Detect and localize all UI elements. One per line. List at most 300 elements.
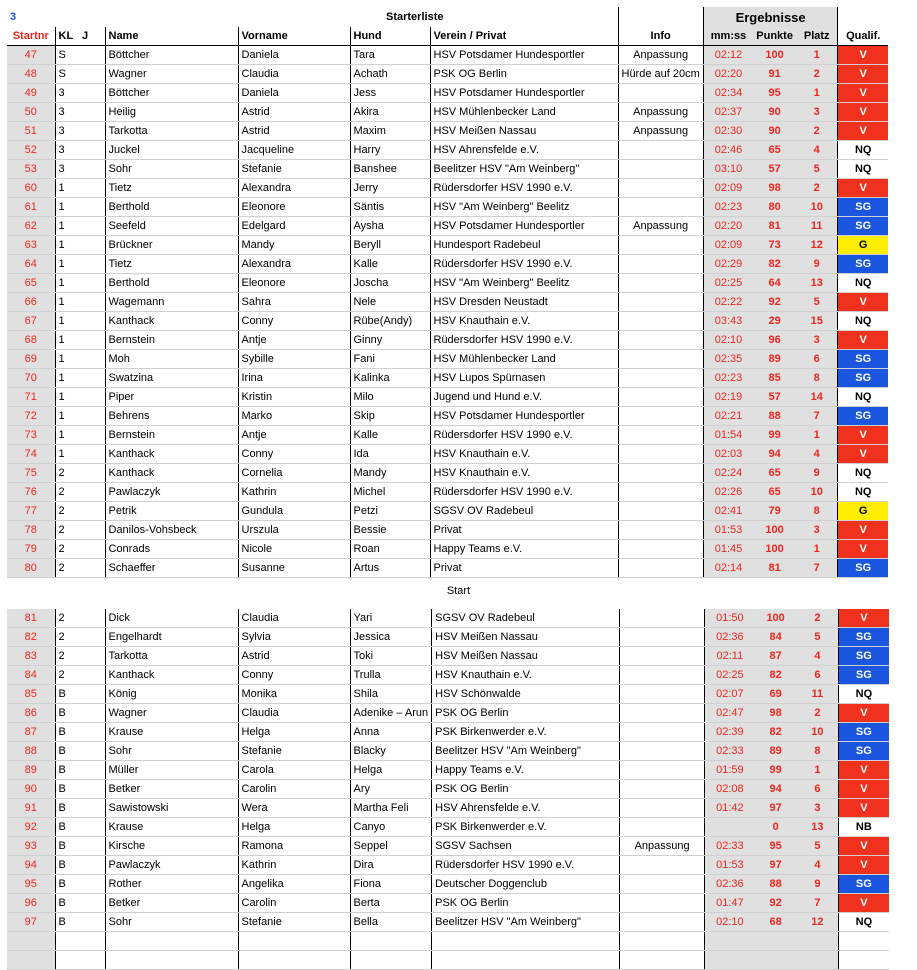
time-cell: 02:30 (703, 122, 753, 141)
punkte-cell: 81 (753, 559, 796, 578)
table-row (7, 742, 889, 761)
platz-cell: 7 (797, 894, 839, 913)
j-cell (79, 913, 105, 932)
punkte-cell: 64 (753, 274, 796, 293)
corner-label: 3 (10, 10, 17, 23)
hund-cell: Berta (350, 894, 432, 913)
info-cell (618, 160, 703, 179)
qualif-badge: SG (839, 628, 889, 647)
time-cell: 02:47 (705, 704, 755, 723)
name-cell: König (105, 685, 238, 704)
table-row (7, 856, 889, 875)
platz-cell: 2 (797, 704, 839, 723)
name-cell: Sawistowski (105, 799, 238, 818)
vorname-cell: Eleonore (238, 274, 350, 293)
punkte-cell: 92 (753, 293, 796, 312)
info-cell (618, 388, 703, 407)
hund-cell: Säntis (350, 198, 430, 217)
verein-cell: Rüdersdorfer HSV 1990 e.V. (430, 426, 618, 445)
table-row (7, 464, 888, 483)
hund-cell: Kalle (350, 426, 430, 445)
j-cell (79, 875, 105, 894)
vorname-cell: Stefanie (238, 742, 350, 761)
klasse-cell: B (55, 818, 79, 837)
qualif-badge: NQ (838, 312, 888, 331)
startnr-cell: 60 (7, 179, 55, 198)
time-cell: 02:09 (703, 236, 753, 255)
name-cell: Pawlaczyk (105, 856, 238, 875)
startnr-cell: 47 (7, 46, 55, 65)
table-row (7, 799, 889, 818)
punkte-cell: 68 (755, 913, 797, 932)
hund-cell: Seppel (350, 837, 432, 856)
table-row (7, 818, 889, 837)
hund-cell: Akira (350, 103, 430, 122)
klasse-cell: 2 (55, 666, 79, 685)
vorname-cell: Edelgard (238, 217, 350, 236)
time-cell: 02:33 (705, 742, 755, 761)
j-cell (79, 464, 105, 483)
platz-cell: 13 (796, 274, 838, 293)
info-cell (618, 521, 703, 540)
time-cell (705, 818, 755, 837)
j-cell (79, 894, 105, 913)
klasse-cell: B (55, 780, 79, 799)
startnr-cell: 50 (7, 103, 55, 122)
platz-cell: 12 (797, 913, 839, 932)
verein-cell: HSV Potsdamer Hundesportler (430, 407, 618, 426)
time-cell: 02:39 (705, 723, 755, 742)
name-cell: Schaeffer (105, 559, 238, 578)
punkte-cell: 99 (753, 426, 796, 445)
qualif-badge: SG (838, 407, 888, 426)
punkte-cell: 65 (753, 464, 796, 483)
punkte-cell: 79 (753, 502, 796, 521)
hund-cell: Michel (350, 483, 430, 502)
time-cell: 02:29 (703, 255, 753, 274)
name-cell: Juckel (105, 141, 238, 160)
time-cell: 02:23 (703, 369, 753, 388)
vorname-cell: Nicole (238, 540, 350, 559)
qualif-badge: NQ (839, 685, 889, 704)
time-cell: 02:09 (703, 179, 753, 198)
platz-cell: 4 (797, 647, 839, 666)
punkte-cell: 88 (753, 407, 796, 426)
qualif-badge: V (838, 84, 888, 103)
j-cell (79, 856, 105, 875)
klasse-cell: B (55, 685, 79, 704)
startnr-cell: 53 (7, 160, 55, 179)
info-cell (618, 312, 703, 331)
verein-cell: HSV Potsdamer Hundesportler (430, 84, 618, 103)
verein-cell: SGSV Sachsen (432, 837, 620, 856)
info-cell (618, 255, 703, 274)
time-cell: 02:03 (703, 445, 753, 464)
qualif-badge: NB (839, 818, 889, 837)
qualif-badge: NQ (838, 160, 888, 179)
startnr-cell: 49 (7, 84, 55, 103)
j-cell (79, 780, 105, 799)
name-cell: Kanthack (105, 464, 238, 483)
j-cell (79, 818, 105, 837)
info-cell (618, 274, 703, 293)
qualif-badge: NQ (838, 141, 888, 160)
verein-cell: SGSV OV Radebeul (430, 502, 618, 521)
punkte-cell: 99 (755, 761, 797, 780)
hund-cell: Martha Feli (350, 799, 432, 818)
vorname-cell: Sybille (238, 350, 350, 369)
platz-cell: 5 (797, 628, 839, 647)
startnr-cell: 93 (7, 837, 55, 856)
hund-cell: Joscha (350, 274, 430, 293)
name-cell: Piper (105, 388, 238, 407)
hund-cell: Aysha (350, 217, 430, 236)
klasse-cell: B (55, 837, 79, 856)
info-cell (620, 913, 705, 932)
table-row (7, 666, 889, 685)
verein-cell: HSV Knauthain e.V. (430, 445, 618, 464)
startnr-cell: 75 (7, 464, 55, 483)
table-row (7, 369, 888, 388)
startnr-cell: 78 (7, 521, 55, 540)
platz-cell: 8 (797, 742, 839, 761)
qualif-badge: SG (839, 742, 889, 761)
punkte-cell: 0 (755, 818, 797, 837)
table-row (7, 894, 889, 913)
j-cell (79, 521, 105, 540)
qualif-badge: G (838, 236, 888, 255)
punkte-cell: 29 (753, 312, 796, 331)
name-cell: Heilig (105, 103, 238, 122)
qualif-badge: NQ (838, 464, 888, 483)
table-row (7, 217, 888, 236)
table-row (7, 312, 888, 331)
hund-cell: Tara (350, 46, 430, 65)
table-row (7, 502, 888, 521)
vorname-cell: Stefanie (238, 160, 350, 179)
name-cell: Krause (105, 723, 238, 742)
info-cell (620, 780, 705, 799)
punkte-cell: 94 (753, 445, 796, 464)
table-row (7, 255, 888, 274)
info-cell (618, 407, 703, 426)
time-cell: 02:34 (703, 84, 753, 103)
vorname-cell: Monika (238, 685, 350, 704)
startnr-cell: 86 (7, 704, 55, 723)
klasse-cell: 3 (55, 160, 79, 179)
name-cell: Berthold (105, 198, 238, 217)
time-cell: 02:26 (703, 483, 753, 502)
time-cell: 02:33 (705, 837, 755, 856)
platz-cell: 4 (796, 445, 838, 464)
klasse-cell: B (55, 704, 79, 723)
startnr-cell: 68 (7, 331, 55, 350)
j-cell (79, 65, 105, 84)
name-cell: Dick (105, 609, 238, 628)
vorname-cell: Marko (238, 407, 350, 426)
name-cell: Seefeld (105, 217, 238, 236)
platz-cell: 13 (797, 818, 839, 837)
klasse-cell: 1 (55, 293, 79, 312)
punkte-cell: 89 (753, 350, 796, 369)
info-cell (620, 609, 705, 628)
time-cell: 02:36 (705, 628, 755, 647)
j-cell (79, 502, 105, 521)
verein-cell: Rüdersdorfer HSV 1990 e.V. (430, 483, 618, 502)
verein-cell: Beelitzer HSV "Am Weinberg" (432, 742, 620, 761)
klasse-cell: B (55, 799, 79, 818)
info-cell (618, 426, 703, 445)
startnr-cell: 79 (7, 540, 55, 559)
punkte-cell: 94 (755, 780, 797, 799)
name-cell: Krause (105, 818, 238, 837)
punkte-cell: 82 (753, 255, 796, 274)
j-cell (79, 217, 105, 236)
klasse-cell: B (55, 723, 79, 742)
table-row (7, 141, 888, 160)
col-vorname: Vorname (238, 27, 350, 46)
time-cell: 01:54 (703, 426, 753, 445)
startnr-cell: 61 (7, 198, 55, 217)
j-cell (79, 559, 105, 578)
hund-cell: Dira (350, 856, 432, 875)
j-cell (79, 388, 105, 407)
table-row (7, 293, 888, 312)
vorname-cell: Urszula (238, 521, 350, 540)
name-cell: Betker (105, 780, 238, 799)
startnr-cell: 73 (7, 426, 55, 445)
name-cell: Kanthack (105, 312, 238, 331)
punkte-cell: 82 (755, 723, 797, 742)
j-cell (79, 685, 105, 704)
info-cell: Anpassung (618, 122, 703, 141)
info-cell (618, 179, 703, 198)
punkte-cell: 100 (753, 46, 796, 65)
vorname-cell: Antje (238, 331, 350, 350)
table-row (7, 388, 888, 407)
startnr-cell: 51 (7, 122, 55, 141)
klasse-cell: B (55, 761, 79, 780)
j-cell (79, 103, 105, 122)
punkte-cell: 89 (755, 742, 797, 761)
verein-cell: PSK OG Berlin (432, 780, 620, 799)
klasse-cell: 1 (55, 217, 79, 236)
table-row (7, 540, 888, 559)
info-cell (618, 84, 703, 103)
info-cell (618, 141, 703, 160)
startnr-cell: 74 (7, 445, 55, 464)
table-row (7, 179, 888, 198)
info-cell (620, 704, 705, 723)
name-cell: Brückner (105, 236, 238, 255)
hund-cell: Nele (350, 293, 430, 312)
verein-cell: HSV Schönwalde (432, 685, 620, 704)
punkte-cell: 100 (753, 540, 796, 559)
table-row (7, 761, 889, 780)
hund-cell: Shila (350, 685, 432, 704)
vorname-cell: Susanne (238, 559, 350, 578)
klasse-cell: 1 (55, 198, 79, 217)
time-cell: 01:59 (705, 761, 755, 780)
qualif-badge: SG (839, 723, 889, 742)
info-cell: Anpassung (620, 837, 705, 856)
startnr-cell: 96 (7, 894, 55, 913)
vorname-cell: Conny (238, 312, 350, 331)
name-cell: Böttcher (105, 84, 238, 103)
vorname-cell: Carola (238, 761, 350, 780)
info-cell (620, 894, 705, 913)
platz-cell: 8 (796, 502, 838, 521)
info-cell (620, 685, 705, 704)
platz-cell: 1 (796, 426, 838, 445)
table-row (7, 837, 889, 856)
name-cell: Wagner (105, 65, 238, 84)
time-cell: 02:20 (703, 217, 753, 236)
platz-cell: 2 (796, 179, 838, 198)
punkte-cell: 98 (755, 704, 797, 723)
qualif-badge: V (838, 46, 888, 65)
platz-cell: 2 (796, 65, 838, 84)
vorname-cell: Wera (238, 799, 350, 818)
startnr-cell: 82 (7, 628, 55, 647)
table-row (7, 350, 888, 369)
platz-cell: 9 (796, 255, 838, 274)
time-cell: 02:10 (703, 331, 753, 350)
startnr-cell: 52 (7, 141, 55, 160)
verein-cell: Hundesport Radebeul (430, 236, 618, 255)
name-cell: Wagner (105, 704, 238, 723)
qualif-badge: V (838, 426, 888, 445)
j-cell (79, 312, 105, 331)
verein-cell: HSV Knauthain e.V. (430, 464, 618, 483)
verein-cell: Privat (430, 521, 618, 540)
vorname-cell: Eleonore (238, 198, 350, 217)
name-cell: Tietz (105, 179, 238, 198)
qualif-badge: V (839, 609, 889, 628)
hund-cell: Fiona (350, 875, 432, 894)
time-cell: 02:12 (703, 46, 753, 65)
vorname-cell: Kristin (238, 388, 350, 407)
qualif-badge: NQ (838, 388, 888, 407)
verein-cell: Privat (430, 559, 618, 578)
j-cell (79, 84, 105, 103)
verein-cell: HSV Meißen Nassau (432, 628, 620, 647)
name-cell: Conrads (105, 540, 238, 559)
punkte-cell: 85 (753, 369, 796, 388)
qualif-badge: V (839, 837, 889, 856)
table-row (7, 46, 888, 65)
vorname-cell: Astrid (238, 647, 350, 666)
qualif-badge: G (838, 502, 888, 521)
klasse-cell: 1 (55, 350, 79, 369)
qualif-badge: SG (838, 559, 888, 578)
name-cell: Petrik (105, 502, 238, 521)
verein-cell: HSV "Am Weinberg" Beelitz (430, 274, 618, 293)
platz-cell: 10 (797, 723, 839, 742)
name-cell: Kanthack (105, 445, 238, 464)
punkte-cell: 57 (753, 160, 796, 179)
klasse-cell: B (55, 894, 79, 913)
table-row (7, 407, 888, 426)
section-start-title: Start (446, 585, 471, 597)
qualif-badge: V (839, 894, 889, 913)
time-cell: 02:10 (705, 913, 755, 932)
platz-cell: 9 (797, 875, 839, 894)
vorname-cell: Conny (238, 445, 350, 464)
info-cell (618, 445, 703, 464)
qualif-badge: V (839, 856, 889, 875)
empty-row (7, 932, 889, 951)
punkte-cell: 95 (753, 84, 796, 103)
time-cell: 02:35 (703, 350, 753, 369)
vorname-cell: Alexandra (238, 179, 350, 198)
hund-cell: Achath (350, 65, 430, 84)
verein-cell: PSK Birkenwerder e.V. (432, 818, 620, 837)
klasse-cell: 1 (55, 312, 79, 331)
punkte-cell: 65 (753, 483, 796, 502)
hund-cell: Milo (350, 388, 430, 407)
vorname-cell: Carolin (238, 894, 350, 913)
j-cell (79, 483, 105, 502)
time-cell: 02:24 (703, 464, 753, 483)
platz-cell: 3 (796, 103, 838, 122)
time-cell: 02:14 (703, 559, 753, 578)
klasse-cell: S (55, 46, 79, 65)
klasse-cell: 1 (55, 331, 79, 350)
verein-cell: HSV Ahrensfelde e.V. (432, 799, 620, 818)
j-cell (79, 274, 105, 293)
table-row (7, 160, 888, 179)
startnr-cell: 63 (7, 236, 55, 255)
platz-cell: 12 (796, 236, 838, 255)
hund-cell: Jessica (350, 628, 432, 647)
hund-cell: Rübe(Andy) (350, 312, 430, 331)
klasse-cell: 3 (55, 122, 79, 141)
name-cell: Behrens (105, 407, 238, 426)
platz-cell: 5 (796, 293, 838, 312)
verein-cell: Happy Teams e.V. (430, 540, 618, 559)
hund-cell: Beryll (350, 236, 430, 255)
punkte-cell: 84 (755, 628, 797, 647)
time-cell: 02:25 (705, 666, 755, 685)
punkte-cell: 98 (753, 179, 796, 198)
time-cell: 01:47 (705, 894, 755, 913)
punkte-cell: 91 (753, 65, 796, 84)
j-cell (79, 293, 105, 312)
punkte-cell: 90 (753, 122, 796, 141)
startnr-cell: 94 (7, 856, 55, 875)
table-row (7, 198, 888, 217)
starter-table-1 (7, 7, 888, 578)
qualif-badge: NQ (838, 274, 888, 293)
punkte-cell: 100 (753, 521, 796, 540)
klasse-cell: 1 (55, 255, 79, 274)
platz-cell: 1 (796, 84, 838, 103)
vorname-cell: Daniela (238, 46, 350, 65)
info-cell (620, 761, 705, 780)
hund-cell: Roan (350, 540, 430, 559)
name-cell: Bernstein (105, 426, 238, 445)
punkte-cell: 96 (753, 331, 796, 350)
qualif-badge: V (838, 445, 888, 464)
vorname-cell: Gundula (238, 502, 350, 521)
info-cell (618, 236, 703, 255)
startnr-cell: 48 (7, 65, 55, 84)
name-cell: Müller (105, 761, 238, 780)
j-cell (79, 609, 105, 628)
time-cell: 02:22 (703, 293, 753, 312)
hund-cell: Artus (350, 559, 430, 578)
